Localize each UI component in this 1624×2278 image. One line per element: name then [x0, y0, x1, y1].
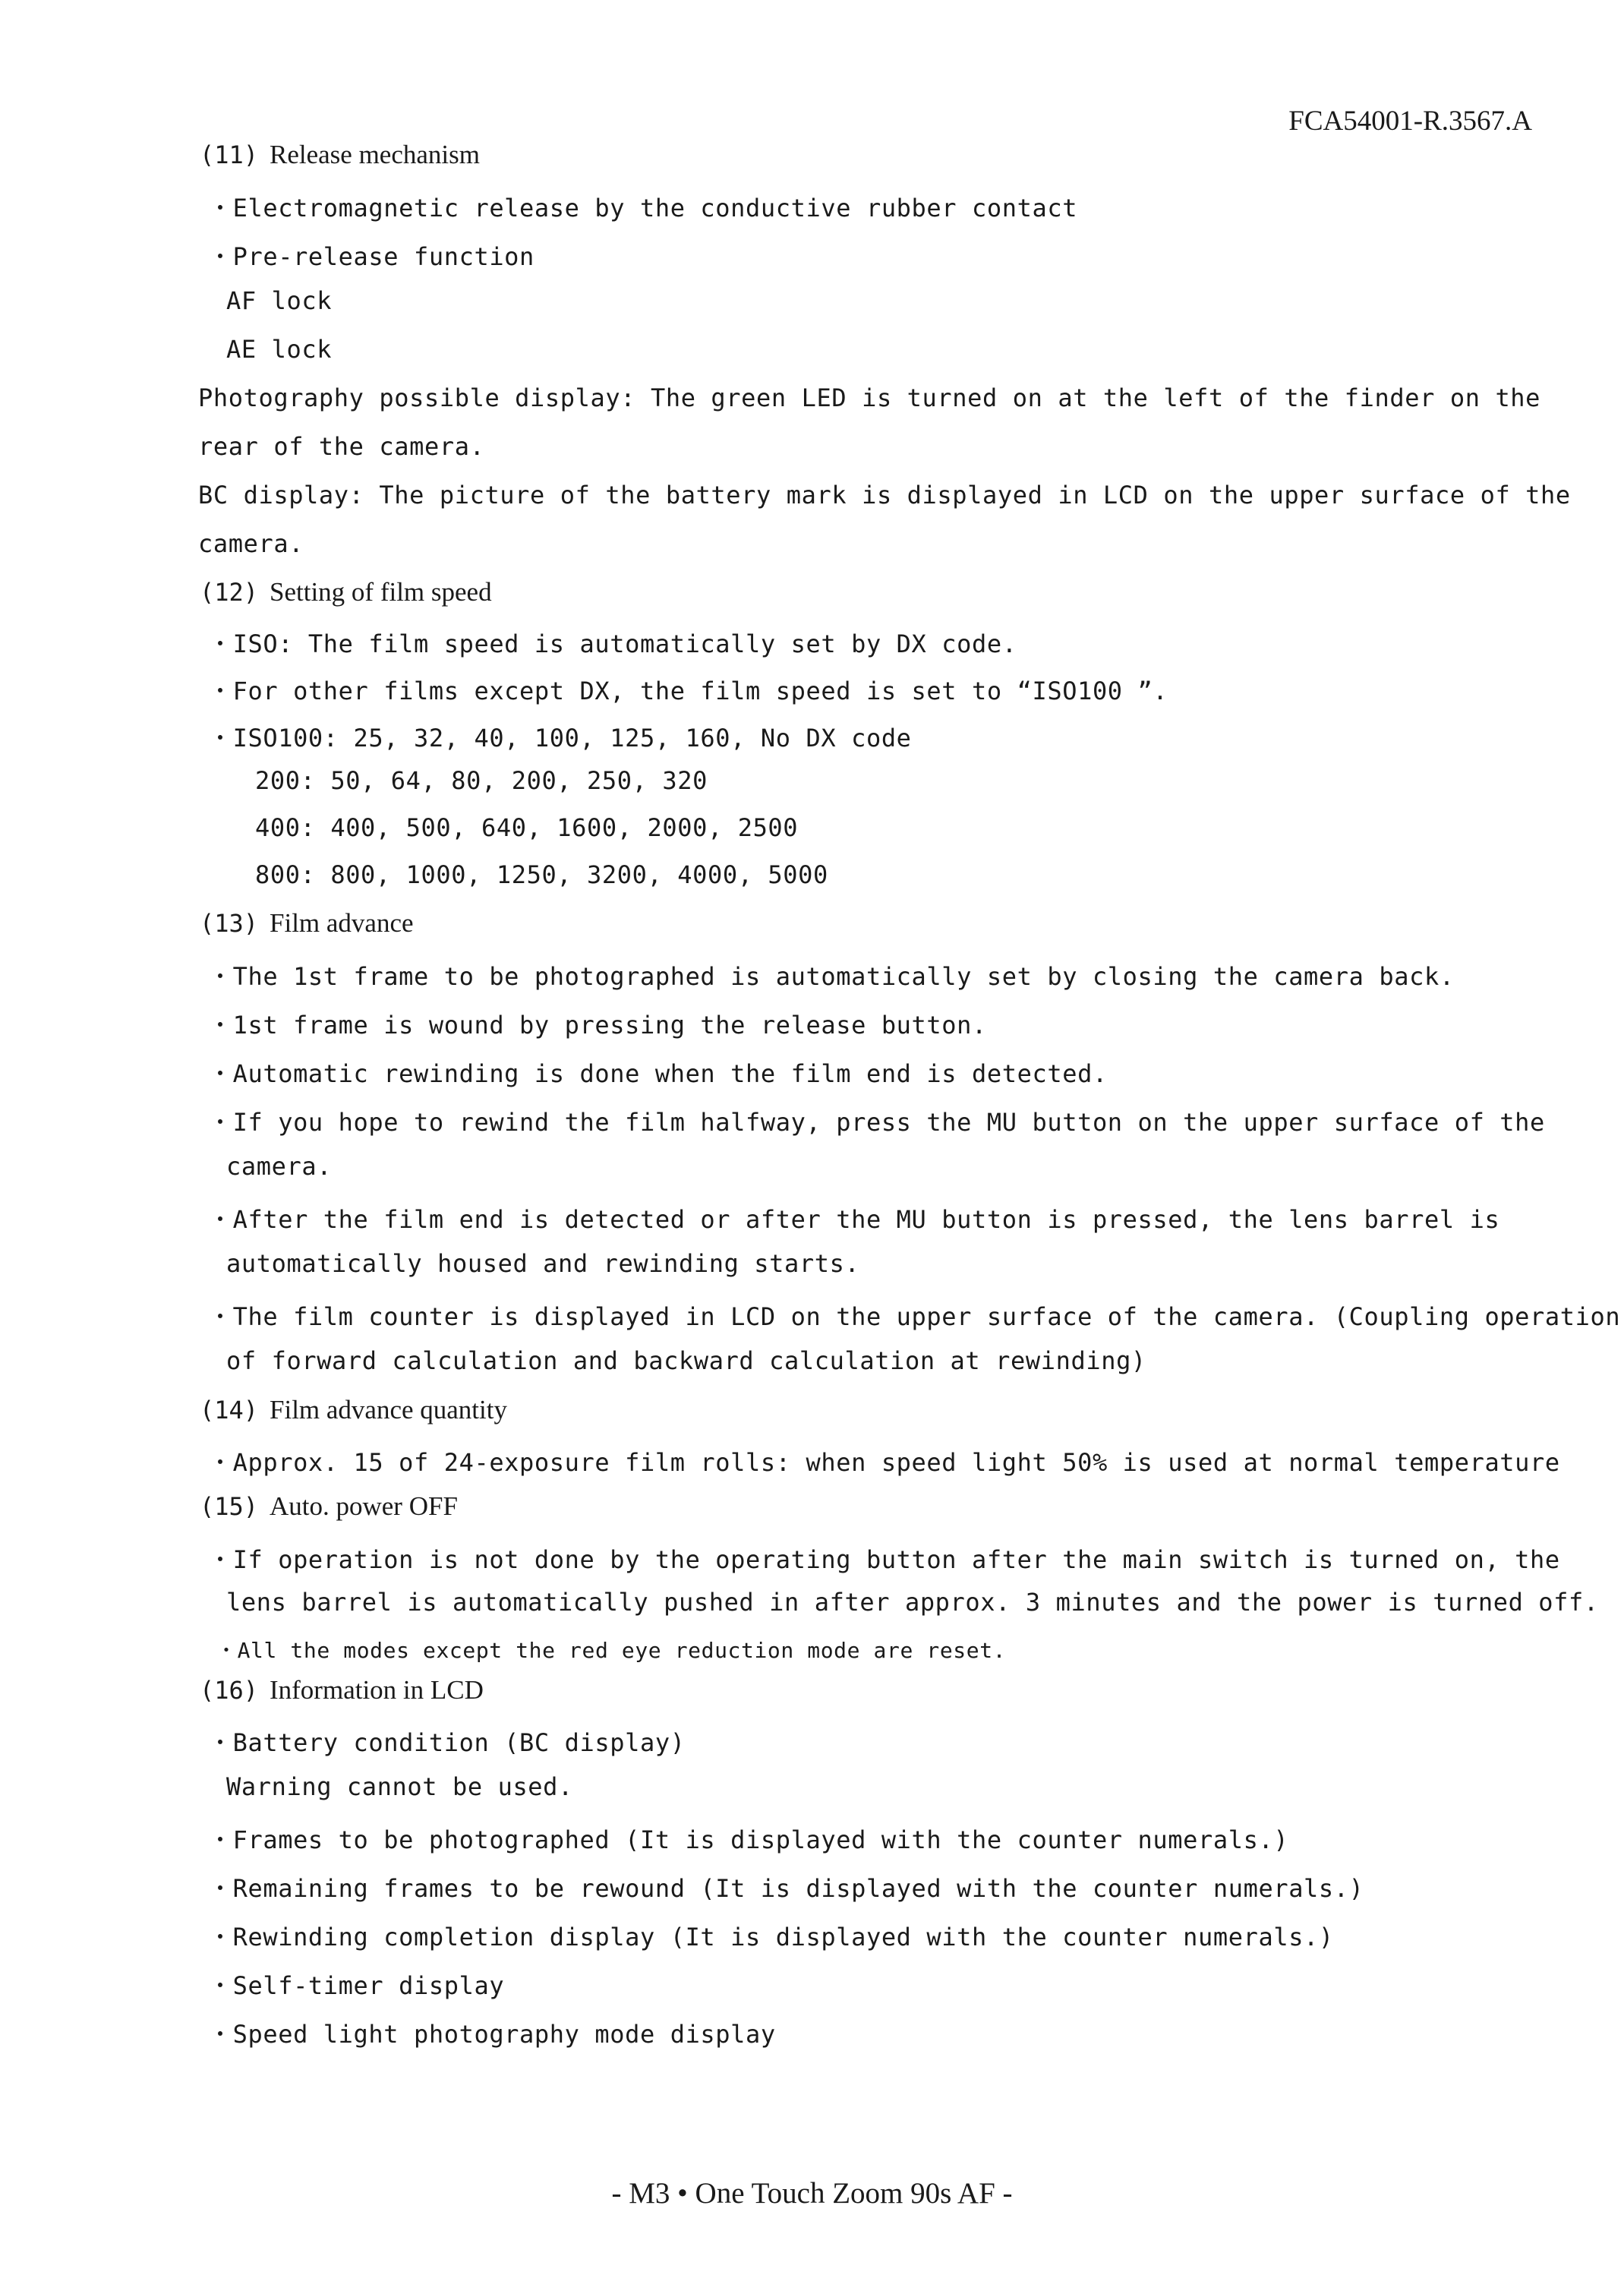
- text-line: ・All the modes except the red eye reduction mode are reset.: [216, 1638, 1007, 1663]
- text-line: automatically housed and rewinding starts.: [226, 1249, 860, 1278]
- section-heading-13: [200, 908, 414, 939]
- section-title: Film advance quantity: [270, 1395, 507, 1425]
- section-heading-14: [200, 1395, 507, 1425]
- section-number: (15): [200, 1492, 259, 1521]
- text-line: Warning cannot be used.: [226, 1772, 573, 1801]
- text-line: ・The film counter is displayed in LCD on the upper surface of the camera. (Coupling operation: [208, 1302, 1621, 1331]
- text-line: ・ISO: The film speed is automatically set by DX code.: [208, 629, 1017, 658]
- text-line: camera.: [226, 1152, 333, 1181]
- text-line: BC display: The picture of the battery mark is displayed in LCD on the upper surface of the: [198, 481, 1571, 510]
- section-heading-16: [200, 1675, 484, 1705]
- text-line: ・Self-timer display: [208, 1971, 505, 2000]
- text-line: AE lock: [226, 335, 333, 364]
- section-heading-15: [200, 1491, 458, 1522]
- section-number: (16): [200, 1676, 259, 1705]
- text-line: rear of the camera.: [198, 432, 485, 461]
- text-line: ・Electromagnetic release by the conductive rubber contact: [208, 194, 1078, 222]
- text-line: ・1st frame is wound by pressing the release button.: [208, 1011, 987, 1040]
- section-number: (11): [200, 140, 259, 169]
- text-line: 200: 50, 64, 80, 200, 250, 320: [255, 766, 708, 795]
- text-line: ・Remaining frames to be rewound (It is displayed with the counter numerals.): [208, 1874, 1364, 1903]
- section-number: (14): [200, 1396, 259, 1425]
- section-title: Release mechanism: [270, 140, 480, 169]
- text-line: camera.: [198, 529, 304, 558]
- text-line: 400: 400, 500, 640, 1600, 2000, 2500: [255, 813, 799, 842]
- section-title: Information in LCD: [270, 1675, 484, 1705]
- section-number: (12): [200, 578, 259, 607]
- section-title: Auto. power OFF: [270, 1491, 458, 1521]
- text-line: lens barrel is automatically pushed in after approx. 3 minutes and the power is turned off.: [226, 1588, 1599, 1617]
- section-title: Setting of film speed: [270, 577, 492, 607]
- text-line: AF lock: [226, 286, 333, 315]
- text-line: ・Automatic rewinding is done when the film end is detected.: [208, 1059, 1108, 1088]
- text-line: ・Pre-release function: [208, 242, 535, 271]
- text-line: ・Approx. 15 of 24-exposure film rolls: when speed light 50% is used at normal temperature: [208, 1448, 1560, 1477]
- text-line: ・After the film end is detected or after the MU button is pressed, the lens barrel is: [208, 1205, 1500, 1234]
- text-line: ・If operation is not done by the operating button after the main switch is turned on, the: [208, 1545, 1560, 1574]
- text-line: ・If you hope to rewind the film halfway, press the MU button on the upper surface of the: [208, 1108, 1545, 1137]
- document-id: FCA54001-R.3567.A: [1288, 106, 1532, 137]
- text-line: ・Rewinding completion display (It is displayed with the counter numerals.): [208, 1923, 1334, 1951]
- text-line: ・ISO100: 25, 32, 40, 100, 125, 160, No DX code: [208, 724, 912, 752]
- section-heading-12: [200, 577, 492, 607]
- text-line: ・Speed light photography mode display: [208, 2020, 776, 2049]
- text-line: ・The 1st frame to be photographed is automatically set by closing the camera back.: [208, 962, 1455, 991]
- section-heading-11: [200, 140, 480, 170]
- section-title: Film advance: [270, 908, 414, 938]
- section-number: (13): [200, 909, 259, 938]
- text-line: Photography possible display: The green LED is turned on at the left of the finder on the: [198, 383, 1541, 412]
- text-line: 800: 800, 1000, 1250, 3200, 4000, 5000: [255, 860, 828, 889]
- text-line: ・Battery condition (BC display): [208, 1728, 686, 1757]
- text-line: ・For other films except DX, the film speed is set to “ISO100 ”.: [208, 677, 1168, 705]
- text-line: of forward calculation and backward calculation at rewinding): [226, 1346, 1146, 1375]
- text-line: ・Frames to be photographed (It is displayed with the counter numerals.): [208, 1825, 1289, 1854]
- page-footer: - M3 • One Touch Zoom 90s AF -: [611, 2177, 1013, 2210]
